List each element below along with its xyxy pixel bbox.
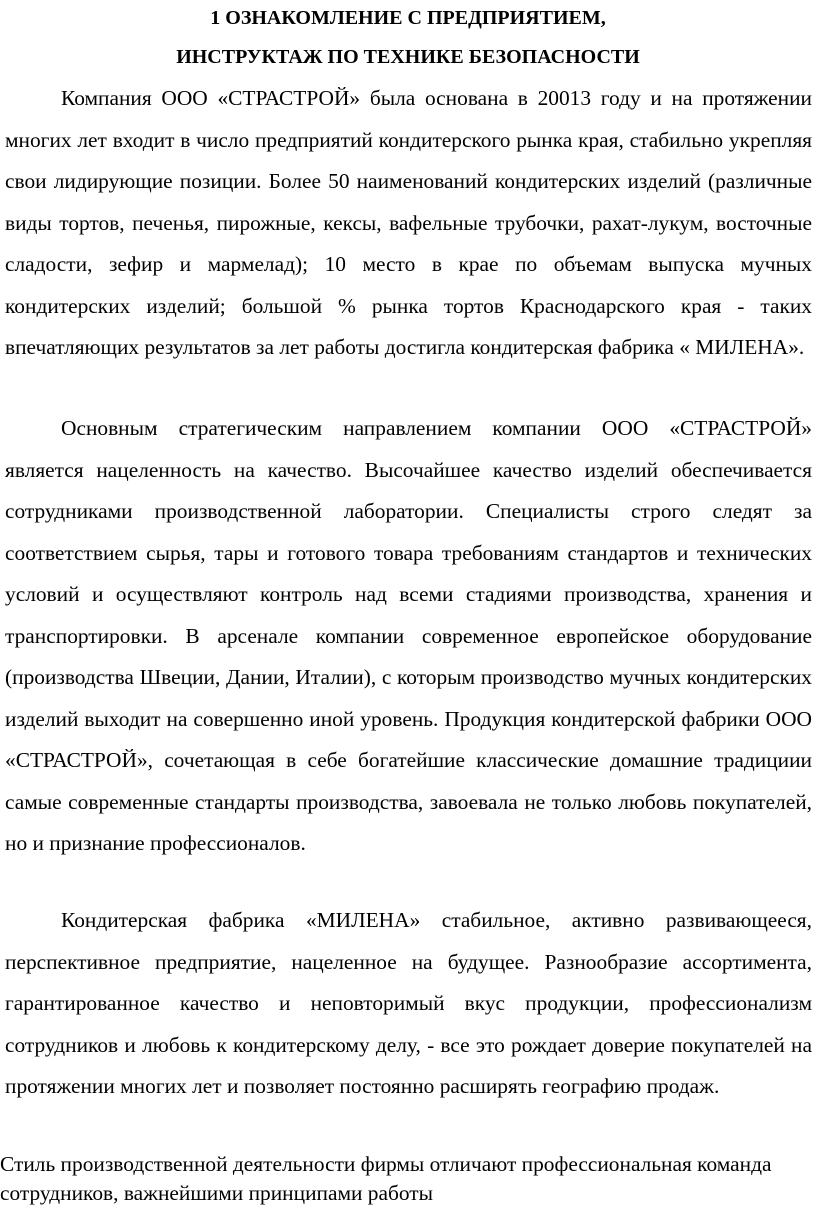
heading-line-2: ИНСТРУКТАЖ ПО ТЕХНИКЕ БЕЗОПАСНОСТИ (176, 46, 640, 68)
paragraph-production-style: Стиль производственной деятельности фирмы отличают профессиональная команда сотрудников, важнейшими принципами работы (0, 1152, 772, 1205)
heading-line-1: 1 ОЗНАКОМЛЕНИЕ С ПРЕДПРИЯТИЕМ, (210, 7, 606, 29)
paragraph-milena-factory: Кондитерская фабрика «МИЛЕНА» стабильное, активно развивающееся, перспективное предприятие, нацеленное на будущее. Разнообразие ассортимента, гарантированное качество и неповторимый вкус продукции, профессионализм сотрудников и любовь к кондитерскому делу, - все это рождает доверие покупателей на протяжении многих лет и позволяет постоянно расширять географию продаж. (5, 908, 812, 1098)
paragraph-company-history: Компания ООО «СТРАСТРОЙ» была основана в 20013 году и на протяжении многих лет входит в число предприятий кондитерского рынка края, стабильно укрепляя свои лидирующие позиции. Более 50 наименований кондитерских изделий (различные виды тортов, печенья, пирожные, кексы, вафельные трубочки, рахат-лукум, восточные сладости, зефир и мармелад); 10 место в крае по объемам выпуска мучных кондитерских изделий; большой % рынка тортов Краснодарского края - таких впечатляющих результатов за лет работы достигла кондитерская фабрика « МИЛЕНА». (5, 86, 812, 359)
paragraph-strategy-quality: Основным стратегическим направлением компании ООО «СТРАСТРОЙ» является нацеленность на качество. Высочайшее качество изделий обеспечивается сотрудниками производственной лаборатории. Специалисты строго следят за соответствием сырья, тары и готового товара требованиям стандартов и технических условий и осуществляют контроль над всеми стадиями производства, хранения и транспортировки. В арсенале компании современное европейское оборудование (производства Швеции, Дании, Италии), с которым производство мучных кондитерских изделий выходит на совершенно иной уровень. Продукция кондитерской фабрики ООО «СТРАСТРОЙ», сочетающая в себе богатейшие классические домашние традициии самые современные стандарты производства, завоевала не только любовь покупателей, но и признание профессионалов. (5, 416, 812, 855)
